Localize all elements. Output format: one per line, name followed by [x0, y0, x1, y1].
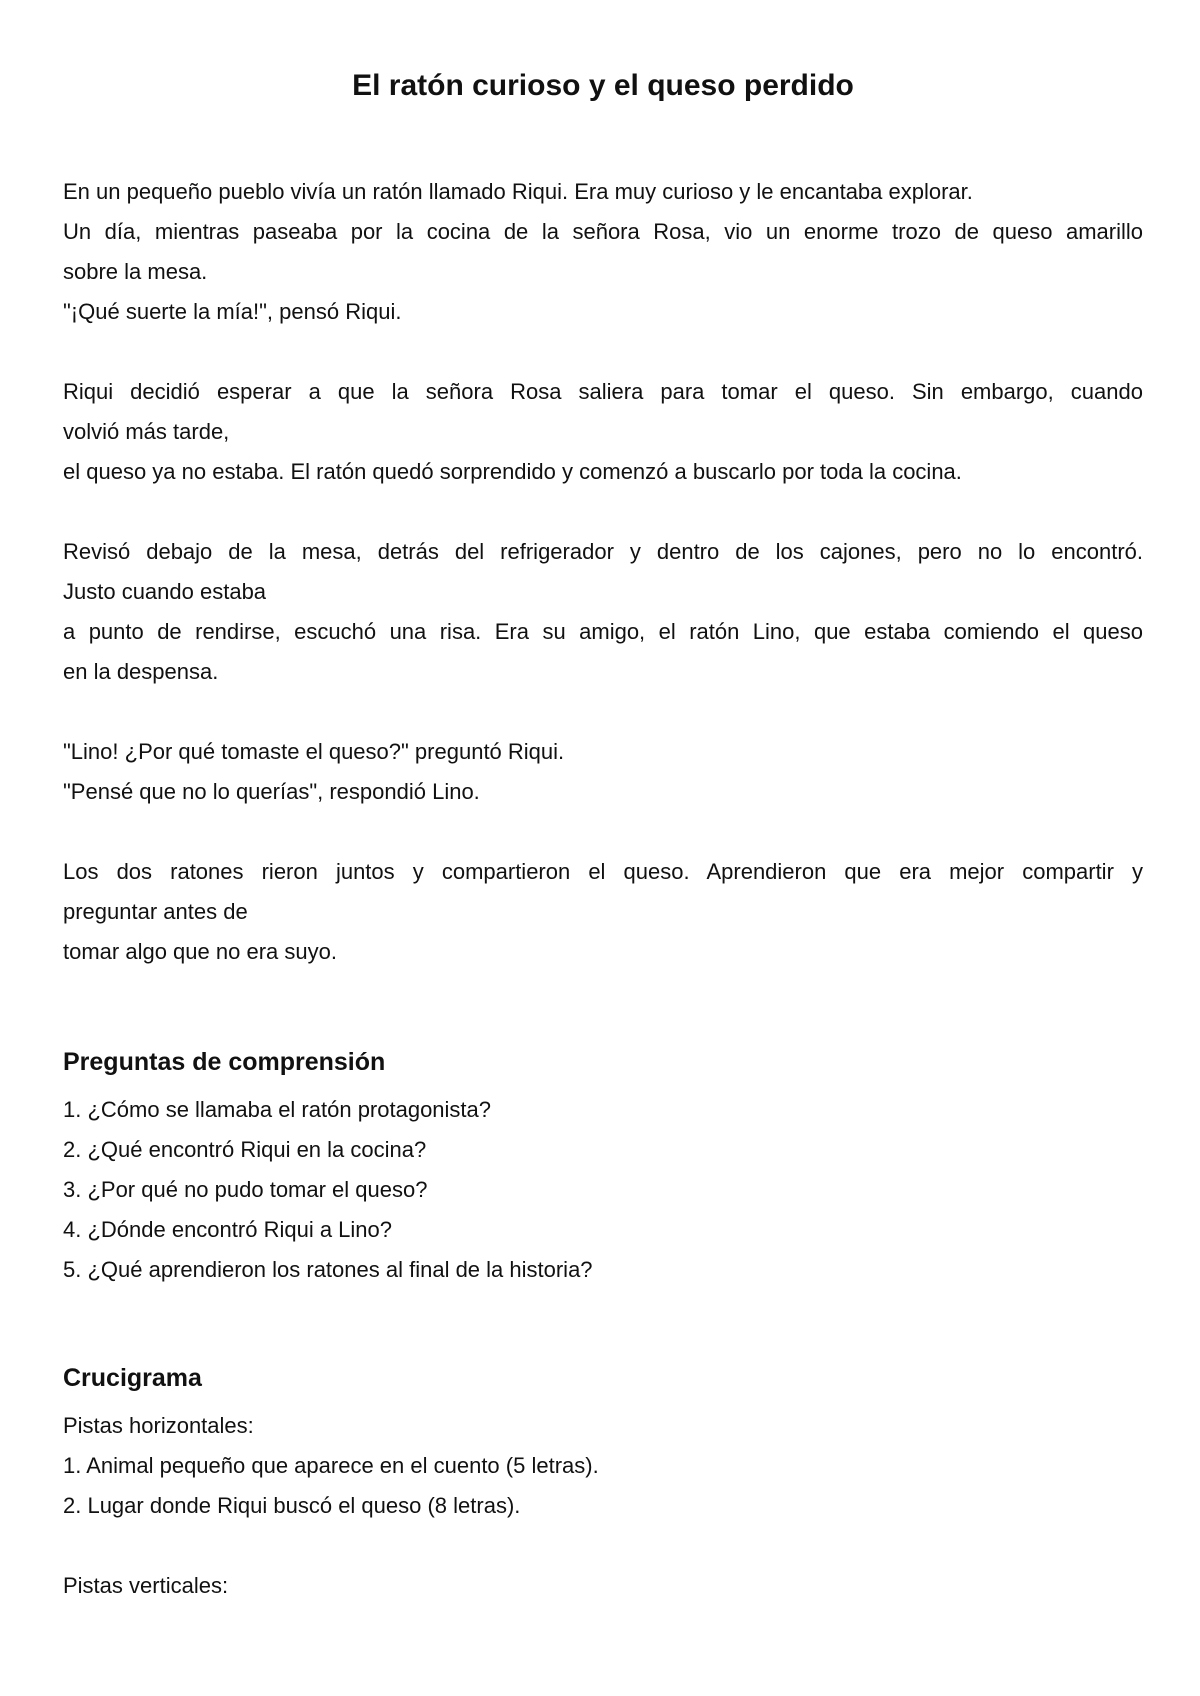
- story-line: Un día, mientras paseaba por la cocina de la señora Rosa, vio un enorme trozo de queso amarillo: [63, 219, 1143, 244]
- horizontal-clues-label: Pistas horizontales:: [63, 1413, 254, 1438]
- story-line: "¡Qué suerte la mía!", pensó Riqui.: [63, 299, 402, 324]
- story-line: tomar algo que no era suyo.: [63, 939, 337, 964]
- questions-list: [63, 1090, 1143, 1290]
- list-item: 2. Lugar donde Riqui buscó el queso (8 letras).: [63, 1493, 521, 1518]
- list-item: 4. ¿Dónde encontró Riqui a Lino?: [63, 1217, 392, 1242]
- story-line: en la despensa.: [63, 659, 219, 684]
- questions-heading: Preguntas de comprensión: [63, 1048, 386, 1076]
- list-item: 2. ¿Qué encontró Riqui en la cocina?: [63, 1137, 427, 1162]
- story-line: Riqui decidió esperar a que la señora Rosa saliera para tomar el queso. Sin embargo, cuando: [63, 379, 1143, 404]
- document-title: El ratón curioso y el queso perdido: [352, 69, 854, 102]
- story-line: En un pequeño pueblo vivía un ratón llamado Riqui. Era muy curioso y le encantaba explorar.: [63, 179, 973, 204]
- story-line: Los dos ratones rieron juntos y compartieron el queso. Aprendieron que era mejor compartir y: [63, 859, 1143, 884]
- list-item: 1. ¿Cómo se llamaba el ratón protagonista?: [63, 1097, 492, 1122]
- story-line: "Lino! ¿Por qué tomaste el queso?" preguntó Riqui.: [63, 739, 565, 764]
- story-line: Justo cuando estaba: [63, 579, 267, 604]
- list-item: 1. Animal pequeño que aparece en el cuento (5 letras).: [63, 1453, 599, 1478]
- story-paragraph-4: [63, 732, 1143, 812]
- crossword-clues: [63, 1406, 1143, 1606]
- story-paragraph-5: [63, 852, 1143, 972]
- list-item: 5. ¿Qué aprendieron los ratones al final de la historia?: [63, 1257, 593, 1282]
- spacer: [63, 1526, 1143, 1566]
- story-line: sobre la mesa.: [63, 259, 208, 284]
- vertical-clues-label: Pistas verticales:: [63, 1573, 229, 1598]
- story-paragraph-3: [63, 532, 1143, 692]
- story-line: "Pensé que no lo querías", respondió Lino.: [63, 779, 480, 804]
- crossword-heading: Crucigrama: [63, 1364, 202, 1392]
- story-paragraph-2: [63, 372, 1143, 492]
- story-paragraph-1: [63, 172, 1143, 332]
- story-line: Revisó debajo de la mesa, detrás del refrigerador y dentro de los cajones, pero no lo encontró.: [63, 539, 1143, 564]
- story-line: el queso ya no estaba. El ratón quedó sorprendido y comenzó a buscarlo por toda la cocina.: [63, 459, 962, 484]
- story-line: volvió más tarde,: [63, 419, 230, 444]
- story-body: [63, 172, 1143, 1012]
- story-line: preguntar antes de: [63, 899, 248, 924]
- list-item: 3. ¿Por qué no pudo tomar el queso?: [63, 1177, 428, 1202]
- story-line: a punto de rendirse, escuchó una risa. Era su amigo, el ratón Lino, que estaba comiendo el queso: [63, 619, 1143, 644]
